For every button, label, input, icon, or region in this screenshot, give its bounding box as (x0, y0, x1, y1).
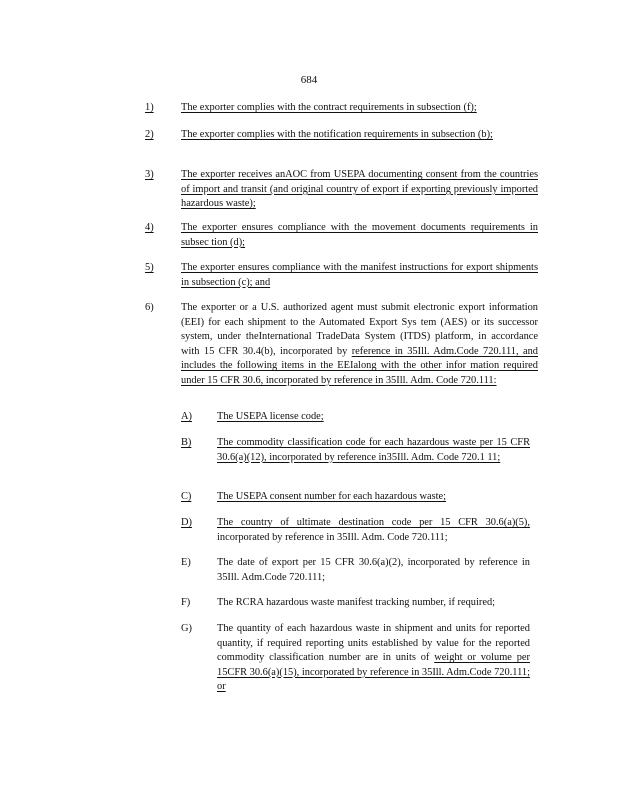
page-number: 684 (300, 74, 318, 86)
sub-item-text (217, 516, 530, 545)
item-text: The exporter receives anAOC from USEPA documenting consent from the countries of import and transit (and original country of export if exporting previously imported hazardous waste); (181, 169, 538, 209)
sub-item-text-plain: incorporated by reference in 35Ill. Adm. Code 720.111; (217, 531, 448, 543)
sub-item-number: G) (181, 623, 192, 634)
sub-item-number: E) (181, 557, 191, 568)
sub-item-text-plain: The quantity of each hazardous waste in shipment and units for reported quantity, if required reporting units established by value for the reported commodity classification number are in units of (217, 623, 530, 663)
item-number: 1) (145, 102, 154, 113)
item-number: 3) (145, 169, 154, 180)
sub-item-number: B) (181, 437, 192, 448)
item-text-underlined: reference in 35Ill. Adm.Code 720.111, and includes the following items in the EEIalong with the other infor mation required under 15 CFR 30.6, incorporated by reference in 35Ill. Adm. Code 720.111: (181, 345, 538, 386)
sub-item-text: The commodity classification code for each hazardous waste per 15 CFR 30.6(a)(12), incorporated by reference in35Ill. Adm. Code 720.1 11; (217, 437, 530, 463)
item-text: The exporter ensures compliance with the movement documents requirements in subsec tion (d); (181, 222, 538, 248)
sub-item-text-underlined: weight or volume per 15CFR 30.6(a)(15), incorporated by reference in 35Ill. Adm.Code 720.111; or (217, 652, 530, 692)
item-text: The exporter complies with the contract requirements in subsection (f); (181, 102, 477, 113)
item-number: 5) (145, 262, 154, 273)
item-number: 4) (145, 222, 154, 233)
item-number: 6) (145, 302, 154, 313)
sub-item-text: The date of export per 15 CFR 30.6(a)(2), incorporated by reference in 35Ill. Adm.Code 720.111; (217, 557, 530, 583)
item-number: 2) (145, 129, 154, 140)
sub-item-text (217, 622, 530, 695)
sub-item-text-underlined: The country of ultimate destination code per 15 CFR 30.6(a)(5), (217, 517, 530, 528)
sub-item-number: A) (181, 411, 192, 422)
sub-item-number: F) (181, 597, 191, 608)
sub-item-text: The RCRA hazardous waste manifest tracking number, if required; (217, 597, 496, 608)
item-text: The exporter complies with the notification requirements in subsection (b); (181, 129, 493, 140)
sub-item-number: D) (181, 517, 192, 528)
item-text (181, 301, 538, 388)
item-text: The exporter ensures compliance with the manifest instructions for export shipments in subsection (c); and (181, 262, 538, 288)
item-text-plain: The exporter or a U.S. authorized agent must submit electronic export information (EEI) for each shipment to the Automated Export Sys tem (AES) or its successor system, under theInternational TradeData System (ITDS) platform, in accordance with 15 CFR 30.4(b), incorporated by (181, 302, 538, 357)
sub-item-number: C) (181, 491, 192, 502)
sub-item-text: The USEPA license code; (217, 411, 324, 422)
sub-item-text: The USEPA consent number for each hazardous waste; (217, 491, 447, 502)
